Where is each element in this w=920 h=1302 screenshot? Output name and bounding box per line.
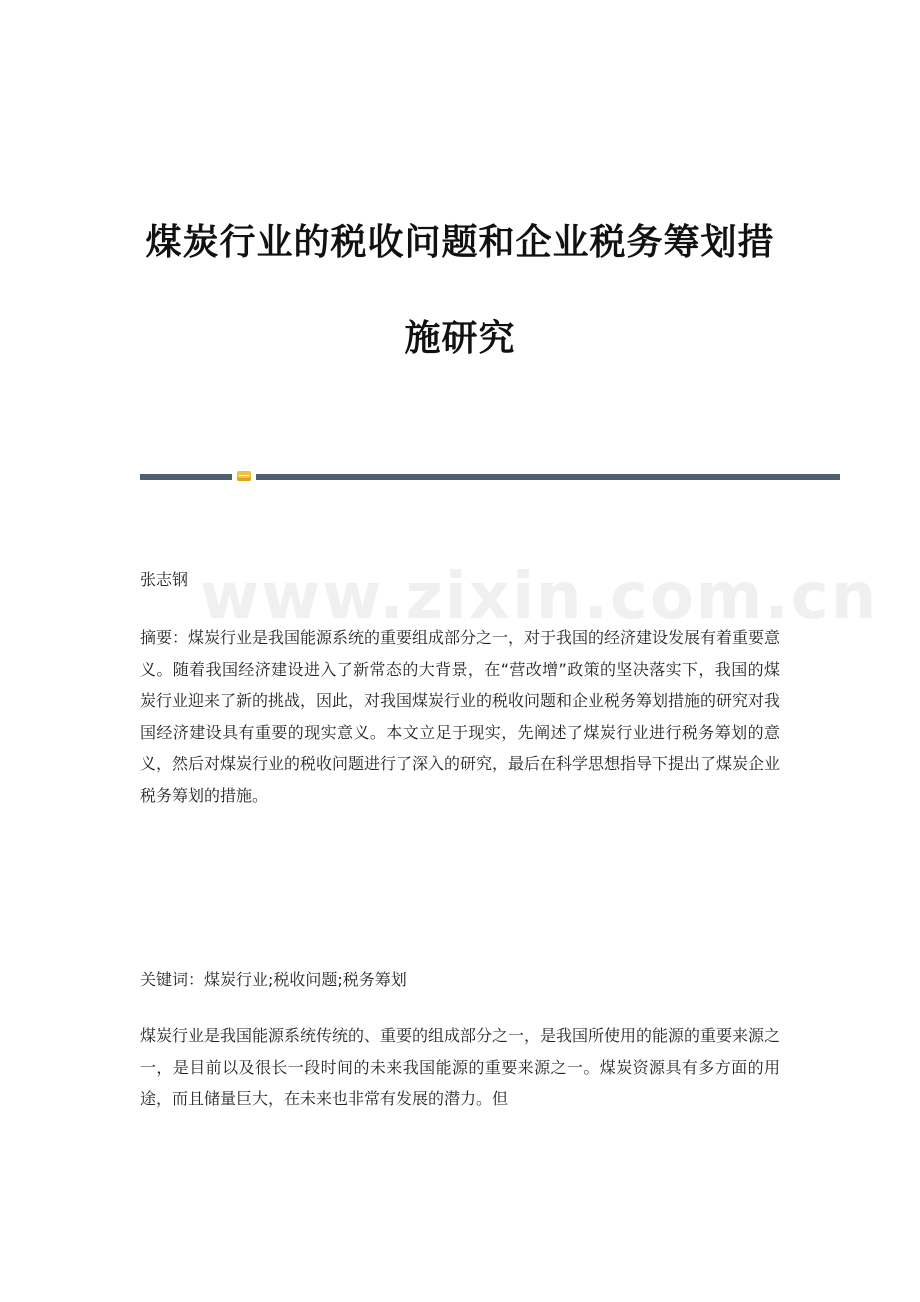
author-name: 张志钢	[140, 570, 189, 589]
divider-bar-left	[140, 474, 232, 480]
title-divider	[140, 471, 840, 481]
body-paragraph: 煤炭行业是我国能源系统传统的、重要的组成部分之一，是我国所使用的能源的重要来源之一，是目前以及很长一段时间的未来我国能源的重要来源之一。煤炭资源具有多方面的用途，而且储量巨大，在未来也非常有发展的潜力。但	[140, 1026, 781, 1109]
document-title-line-1: 煤炭行业的税收问题和企业税务筹划措	[145, 221, 775, 263]
envelope-icon	[237, 471, 251, 481]
keywords-line: 关键词：煤炭行业;税收问题;税务筹划	[140, 970, 407, 989]
document-title-line-2: 施研究	[404, 317, 516, 359]
watermark: www.zixin.com.cn	[200, 560, 879, 634]
abstract-paragraph: 摘要：煤炭行业是我国能源系统的重要组成部分之一，对于我国的经济建设发展有着重要意义。随着我国经济建设进入了新常态的大背景，在“营改增”政策的坚决落实下，我国的煤炭行业迎来了新的挑战，因此，对我国煤炭行业的税收问题和企业税务筹划措施的研究对我国经济建设具有重要的现实意义。本文立足于现实，先阐述了煤炭行业进行税务筹划的意义，然后对煤炭行业的税收问题进行了深入的研究，最后在科学思想指导下提出了煤炭企业税务筹划的措施。	[140, 628, 781, 805]
divider-bar-right	[256, 474, 840, 480]
